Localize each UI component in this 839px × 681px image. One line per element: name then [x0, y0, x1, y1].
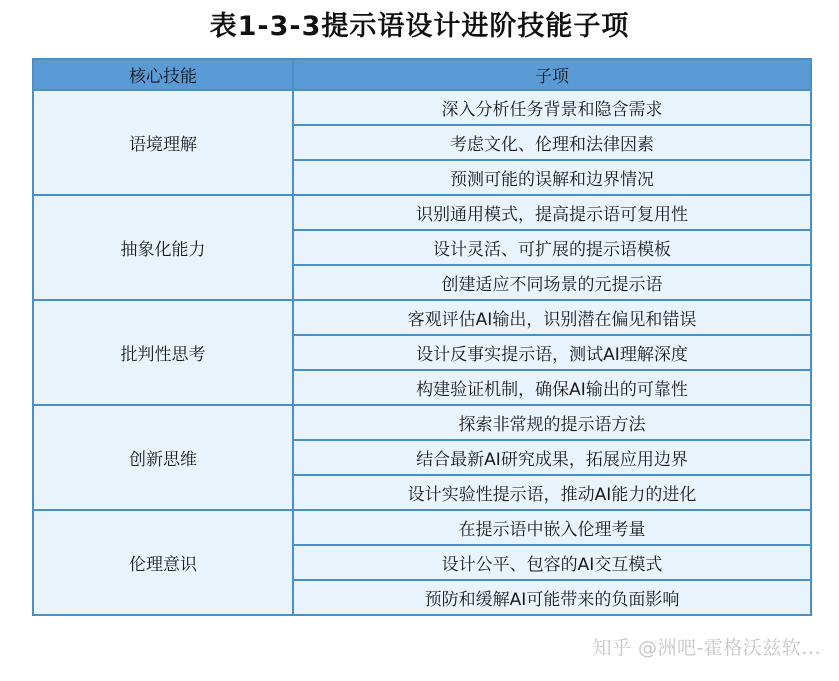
sub-item-cell: 设计灵活、可扩展的提示语模板 [293, 230, 811, 265]
sub-item-cell: 设计公平、包容的AI交互模式 [293, 545, 811, 580]
sub-item-cell: 创建适应不同场景的元提示语 [293, 265, 811, 300]
sub-item-cell: 深入分析任务背景和隐含需求 [293, 90, 811, 125]
sub-item-cell: 识别通用模式，提高提示语可复用性 [293, 195, 811, 230]
sub-item-cell: 探索非常规的提示语方法 [293, 405, 811, 440]
skill-cell: 语境理解 [33, 90, 293, 195]
sub-item-cell: 考虑文化、伦理和法律因素 [293, 125, 811, 160]
table-row [33, 195, 811, 230]
sub-item-cell: 设计反事实提示语，测试AI理解深度 [293, 335, 811, 370]
watermark: 知乎 @洲吧-霍格沃兹软... [592, 637, 821, 659]
sub-item-cell: 构建验证机制，确保AI输出的可靠性 [293, 370, 811, 405]
table-row [33, 90, 811, 125]
sub-item-cell: 预防和缓解AI可能带来的负面影响 [293, 580, 811, 615]
table-header-row [33, 59, 811, 90]
skills-table [32, 58, 812, 616]
header-sub-item: 子项 [293, 59, 811, 90]
table-row [33, 405, 811, 440]
sub-item-cell: 结合最新AI研究成果，拓展应用边界 [293, 440, 811, 475]
table-title: 表1-3-3提示语设计进阶技能子项 [209, 11, 630, 42]
header-core-skill: 核心技能 [33, 59, 293, 90]
sub-item-cell: 在提示语中嵌入伦理考量 [293, 510, 811, 545]
skill-cell: 创新思维 [33, 405, 293, 510]
sub-item-cell: 设计实验性提示语，推动AI能力的进化 [293, 475, 811, 510]
skill-cell: 伦理意识 [33, 510, 293, 615]
sub-item-cell: 客观评估AI输出，识别潜在偏见和错误 [293, 300, 811, 335]
sub-item-cell: 预测可能的误解和边界情况 [293, 160, 811, 195]
table-row [33, 510, 811, 545]
skill-cell: 批判性思考 [33, 300, 293, 405]
skill-cell: 抽象化能力 [33, 195, 293, 300]
table-row [33, 300, 811, 335]
